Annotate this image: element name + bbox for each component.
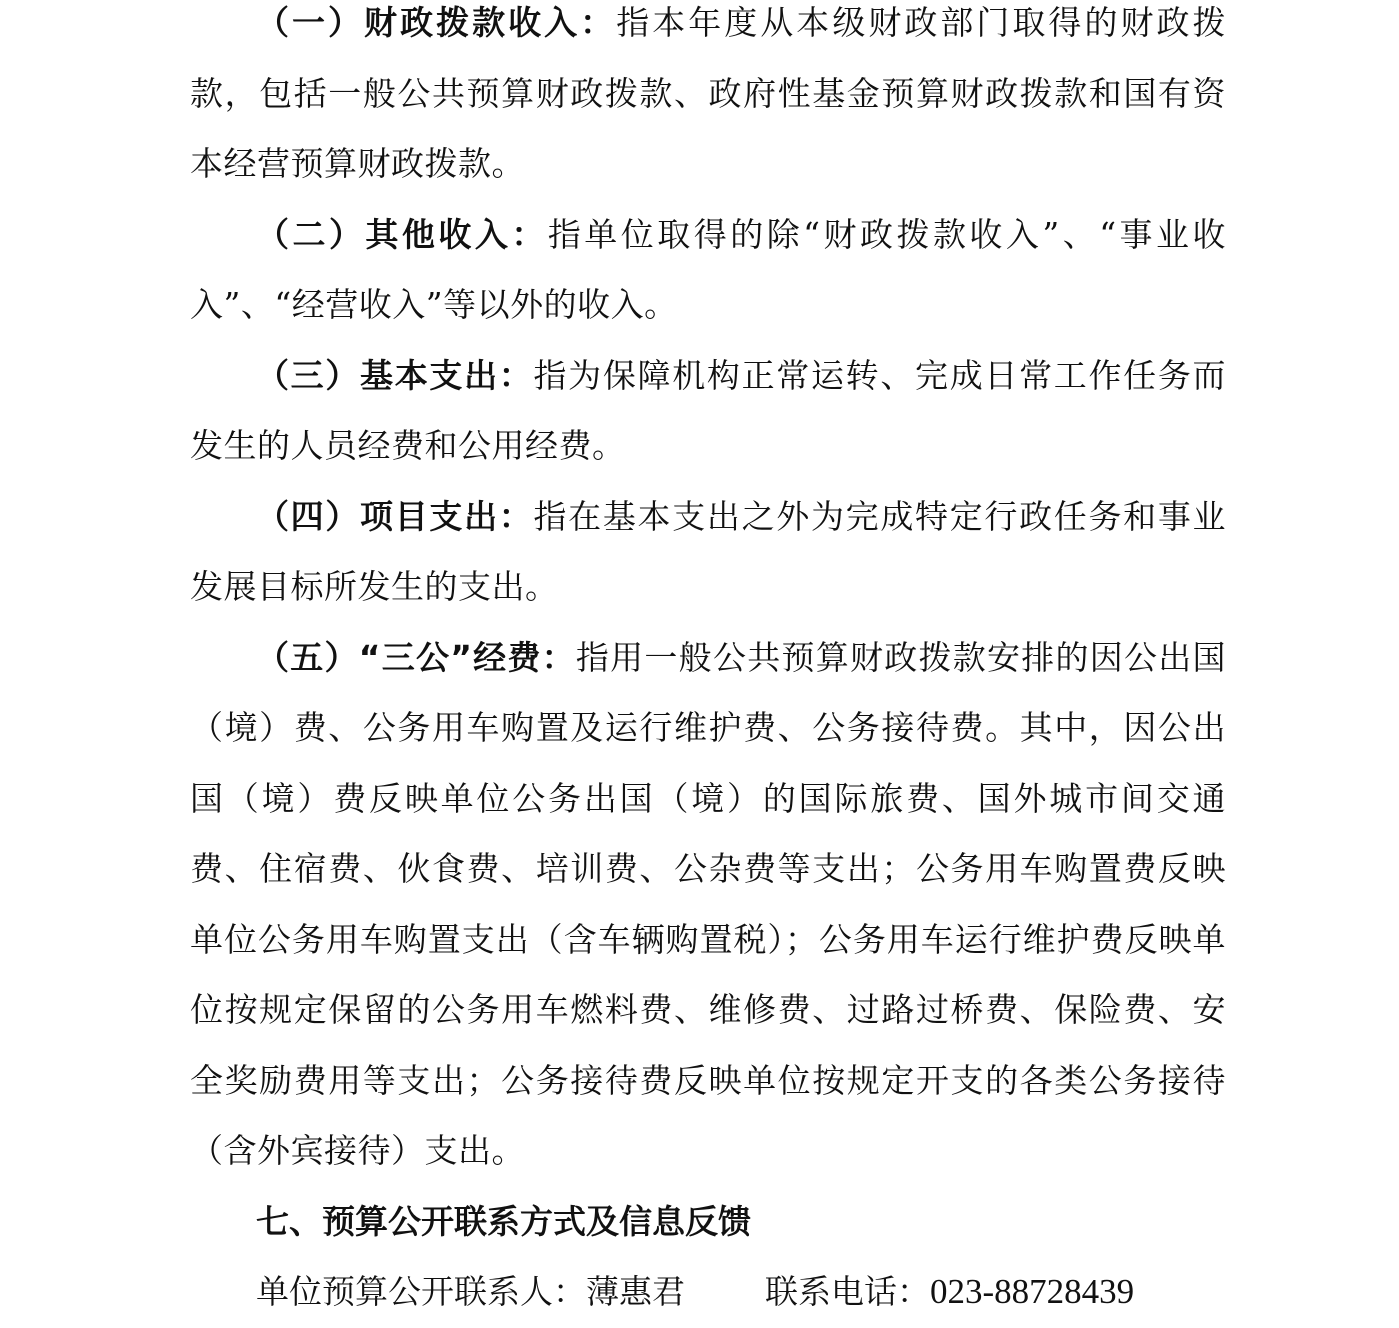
definition-term: （三）基本支出： [256, 355, 534, 395]
definition-term: （四）项目支出： [256, 496, 534, 536]
definition-paragraph [190, 623, 1226, 1187]
definition-paragraph [190, 341, 1226, 482]
contact-person-label: 单位预算公开联系人： [256, 1272, 586, 1311]
contact-phone-value: 023-88728439 [930, 1272, 1135, 1311]
definition-term: （二）其他收入： [256, 214, 548, 254]
definition-term: （一）财政拨款收入： [256, 3, 617, 42]
section-heading: 七、预算公开联系方式及信息反馈 [256, 1201, 751, 1241]
contact-phone-label: 联系电话： [765, 1272, 930, 1311]
definition-text: 指在基本支出之外为完成特定行政任务和事业发展目标所发生的支出。 [190, 496, 1227, 606]
definition-paragraph [190, 200, 1226, 341]
definition-text: 指为保障机构正常运转、完成日常工作任务而发生的人员经费和公用经费。 [190, 355, 1227, 465]
contact-row [190, 1257, 1226, 1328]
definition-text: 指本年度从本级财政部门取得的财政拨款，包括一般公共预算财政拨款、政府性基金预算财政拨款和国有资本经营预算财政拨款。 [190, 3, 1227, 183]
document-page [190, 0, 1226, 1328]
definition-text: 指单位取得的除“财政拨款收入”、“事业收入”、“经营收入”等以外的收入。 [190, 214, 1227, 324]
definition-term: （五）“三公”经费： [256, 637, 576, 677]
definition-text: 指用一般公共预算财政拨款安排的因公出国（境）费、公务用车购置及运行维护费、公务接待费。其中，因公出国（境）费反映单位公务出国（境）的国际旅费、国外城市间交通费、住宿费、伙食费、培训费、公杂费等支出；公务用车购置费反映单位公务用车购置支出（含车辆购置税）；公务用车运行维护费反映单位按规定保留的公务用车燃料费、维修费、过路过桥费、保险费、安全奖励费用等支出；公务接待费反映单位按规定开支的各类公务接待（含外宾接待）支出。 [190, 637, 1226, 1170]
definition-paragraph [190, 482, 1226, 623]
contact-person-name: 薄惠君 [586, 1272, 685, 1311]
definition-paragraph [190, 0, 1226, 200]
